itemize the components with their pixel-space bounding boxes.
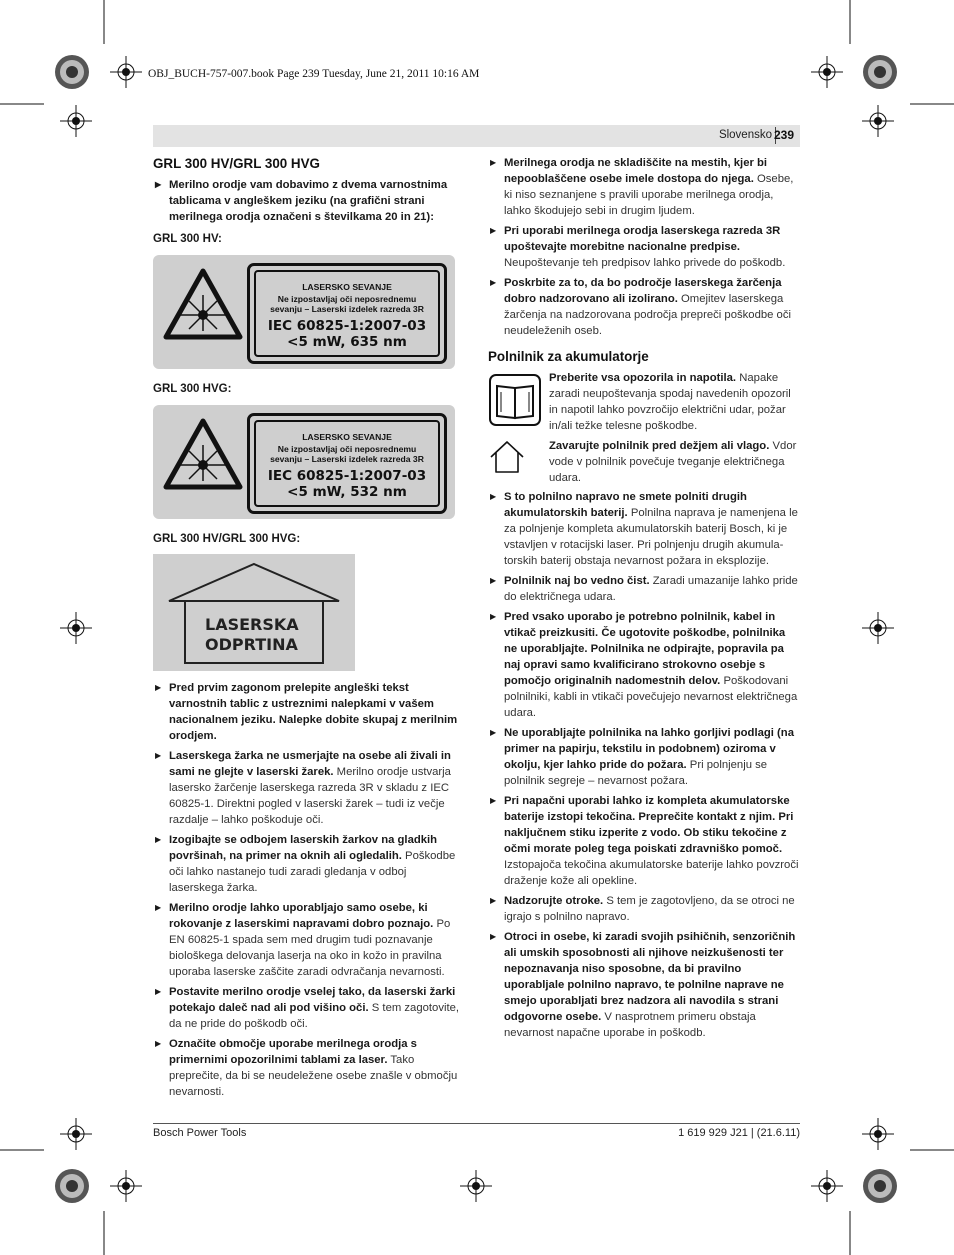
list-item: ▶ Laserskega žarka ne usmerjajte na osebe ali živali in sami ne glejte v laserski žarek. Merilno orodje ustvarja lasersko žarčenje laserskega razreda 3R v skladu z IEC 60825-1. Direktni pogled v laserski žarek – tudi iz večje razdalje – lahko poškoduje oči.: [153, 748, 463, 828]
list-item: ▶ Izogibajte se odbojem laserskih žarkov na gladkih površinah, na primer na oknih ali ogledalih. Poškodbe oči lahko nastanejo tudi zaradi gledanja v odboj laserskega žarka.: [153, 832, 463, 896]
label-line3: sevanju – Laserski izdelek razreda 3R: [270, 454, 424, 464]
label-line2: Ne izpostavljaj oči neposrednemu: [277, 294, 417, 304]
label-line4: IEC 60825-1:2007-03: [267, 468, 427, 484]
list-item: ▶ Merilno orodje lahko uporabljajo samo osebe, ki rokovanje z laserskimi napravami dobro poznajo. Po EN 60825-1 spada sem med drugim tudi poznavanje biološkega delovanja laserja na oko in kožo in pravilna uporaba laserske zaščite zaradi odvračanja nevarnosti.: [153, 900, 463, 980]
read-manual-text: Preberite vsa opozorila in napotila. Napake zaradi neupoštevanja spodaj navedenih opozoril in napotil lahko povzročijo električni udar, požar in/ali težke telesne poškodbe.: [549, 372, 791, 432]
label-text-frame: [247, 413, 447, 514]
aperture-line1: LASERSKA: [205, 615, 299, 634]
page-header-bar: [153, 125, 800, 147]
list-item: ▶ Pred vsako uporabo je potrebno polnilnik, kabel in vtikač preizkusiti. Če ugotovite poškodbe, polnilnika ne uporabljajte. Polnilnika ne odpirajte, popravila pa naj opravi samo kvalificirano strokovno osebje s pomočjo originalnih nadomestnih delov. Poškodovani polnilniki, kabli in vtikači povečujejo nevarnost električnega udara.: [488, 609, 800, 721]
label3-caption: GRL 300 HV/GRL 300 HVG:: [153, 533, 301, 545]
laser-warning-label-hvg: [153, 405, 455, 519]
label-line5: <5 mW, 635 nm: [287, 334, 407, 350]
list-item: ▶ Ne uporabljajte polnilnika na lahko gorljivi podlagi (na primer na papirju, tekstilu in podobnem) oziroma v okolju, kjer lahko pride do požara. Pri polnjenju se polnilnik segreje – nevarnost požara.: [488, 725, 800, 789]
label-line5: <5 mW, 532 nm: [287, 484, 407, 500]
left-column: [153, 156, 463, 229]
indoor-use-house-icon: [489, 440, 525, 474]
header-language: Slovensko: [718, 129, 772, 141]
label-line2: Ne izpostavljaj oči neposrednemu: [277, 444, 417, 454]
laser-hazard-icon: [163, 267, 243, 357]
list-item: ▶ Postavite merilno orodje vselej tako, da laserski žarki potekajo daleč nad ali pod višino oči. S tem zagotovite, da ne pride do poškodb oči.: [153, 984, 463, 1032]
book-info-line: OBJ_BUCH-757-007.book Page 239 Tuesday, June 21, 2011 10:16 AM: [148, 68, 480, 80]
label1-caption: GRL 300 HV:: [153, 233, 222, 245]
label-line1: LASERSKO SEVANJE: [302, 432, 392, 442]
footer-left: Bosch Power Tools: [153, 1127, 247, 1139]
left-safety-list: [153, 680, 463, 1104]
page-number: 239: [773, 128, 794, 142]
label-line4: IEC 60825-1:2007-03: [267, 318, 427, 334]
laser-hazard-icon: [163, 417, 243, 507]
label2-caption: GRL 300 HVG:: [153, 383, 232, 395]
aperture-line2: ODPRTINA: [205, 635, 298, 654]
moisture-warning-text: Zavarujte polnilnik pred dežjem ali vlago. Vdor vode v polnilnik povečuje tveganje električnega udara.: [549, 440, 797, 484]
list-item: ▶ Pri uporabi merilnega orodja laserskega razreda 3R upoštevajte morebitne nacionalne predpise. Neupoštevanje teh predpisov lahko privede do poškodb.: [488, 223, 800, 271]
list-item: ▶ Merilnega orodja ne skladiščite na mestih, kjer bi nepooblaščene osebe imele dostopa do njega. Osebe, ki niso seznanjene s pravili uporabe merilnega orodja, lahko škodujejo sebi in drugim ljudem.: [488, 155, 800, 219]
list-item: ▶ S to polnilno napravo ne smete polniti drugih akumulatorskih baterij. Polnilna naprava je namenjena le za polnjenje kompleta akumulatorskih baterij Bosch, ki je vstavljen v rotacijski laser. Pri polnjenju drugih akumula-torskih baterij obstaja nevarnost požara in eksplozije.: [488, 489, 800, 569]
laser-warning-label-hv: [153, 255, 455, 369]
label-line1: LASERSKO SEVANJE: [302, 282, 392, 292]
intro-text: Merilno orodje vam dobavimo z dvema varnostnima tablicama v angleškem jeziku (na grafični strani merilnega orodja označeni s številkama 20 in 21):: [169, 179, 448, 223]
list-item: ▶ Nadzorujte otroke. S tem je zagotovljeno, da se otroci ne igrajo s polnilno napravo.: [488, 893, 800, 925]
list-item: ▶ Pri napačni uporabi lahko iz kompleta akumulatorske baterije izstopi tekočina. Preprečite kontakt z njim. Pri naključnem stiku izperite z vodo. Ob stiku tekočine z očmi morate poleg tega poiskati zdravniško pomoč. Izstopajoča tekočina akumulatorske baterije lahko povzroči draženje kože ali opekline.: [488, 793, 800, 889]
label-line3: sevanju – Laserski izdelek razreda 3R: [270, 304, 424, 314]
aperture-text: [205, 615, 299, 655]
right-column-top: [488, 155, 800, 343]
footer-right: 1 619 929 J21 | (21.6.11): [678, 1127, 800, 1139]
label-inner-frame: [254, 270, 440, 357]
read-manual-icon: [489, 374, 541, 426]
list-item: ▶ Otroci in osebe, ki zaradi svojih psihičnih, senzoričnih ali umskih sposobnosti ali njihove neizkušenosti ter nepoznavanja niso sposobne, da bi pravilno uporabljale polnilno napravo, te polnilne naprave ne smejo uporabljati brez nadzora ali navodila s strani odgovorne osebe. V nasprotnem primeru obstaja nevarnost napačne uporabe in poškodb.: [488, 929, 800, 1041]
list-item: ▶ Polnilnik naj bo vedno čist. Zaradi umazanije lahko pride do električnega udara.: [488, 573, 800, 605]
intro-item: [153, 177, 463, 225]
list-item: ▶ Pred prvim zagonom prelepite angleški tekst varnostnih tablic z ustreznimi nalepkami v vašem nacionalnem jeziku. Nalepke dobite skupaj z merilnim orodjem.: [153, 680, 463, 744]
label-text-frame: [247, 263, 447, 364]
section-heading-charger: Polnilnik za akumulatorje: [488, 349, 649, 364]
list-item: ▶ Označite območje uporabe merilnega orodja s primernimi opozorilnimi tablami za laser. Tako preprečite, da bi se neudeležene osebe znašle v območju nevarnosti.: [153, 1036, 463, 1100]
label-inner-frame: [254, 420, 440, 507]
footer-rule: [153, 1123, 800, 1124]
laser-aperture-label: [153, 554, 355, 671]
right-column-bottom: [488, 489, 800, 1045]
section-heading-grl: GRL 300 HV/GRL 300 HVG: [153, 156, 320, 171]
list-item: ▶ Poskrbite za to, da bo področje laserskega žarčenja dobro nadzorovano ali izolirano. Omejitev laserskega žarčenja na nadzorovana področja prepreči poškodbe oči neudeleženih oseb.: [488, 275, 800, 339]
